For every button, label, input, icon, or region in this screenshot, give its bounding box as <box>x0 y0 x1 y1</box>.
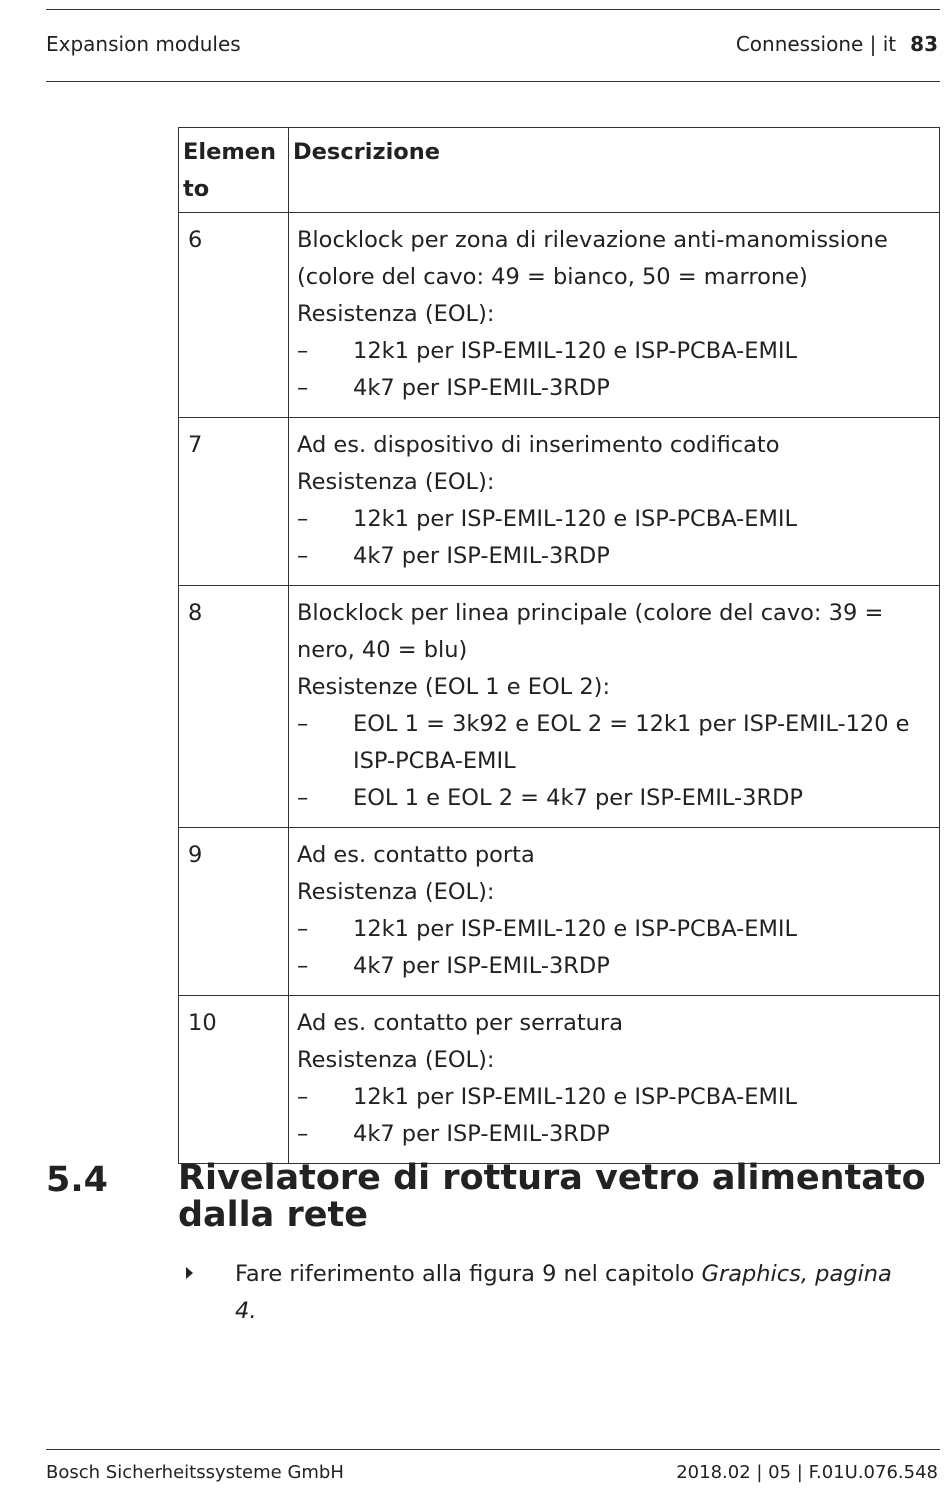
list-item-text: 12k1 per ISP-EMIL-120 e ISP-PCBA-EMIL <box>353 916 798 942</box>
description-line: Resistenza (EOL): <box>297 301 495 327</box>
description-line: Ad es. dispositivo di inserimento codificato <box>297 432 780 458</box>
section-number: 5.4 <box>46 1160 109 1200</box>
list-item <box>297 911 933 948</box>
list-item <box>297 1079 933 1116</box>
list-item-text: 4k7 per ISP-EMIL-3RDP <box>353 1121 610 1147</box>
instruction-step <box>178 1256 918 1330</box>
dash-bullet: – <box>297 1121 309 1147</box>
list-item <box>297 538 933 575</box>
footer-company: Bosch Sicherheitssysteme GmbH <box>46 1462 344 1483</box>
list-item <box>297 1116 933 1153</box>
list-item-text: 4k7 per ISP-EMIL-3RDP <box>353 543 610 569</box>
list-item <box>297 706 933 780</box>
header-section <box>736 32 938 56</box>
triangle-right-icon <box>178 1256 235 1330</box>
element-number: 8 <box>179 586 289 828</box>
description-line: Ad es. contatto per serratura <box>297 1010 623 1036</box>
description-line: Resistenza (EOL): <box>297 469 495 495</box>
element-number: 10 <box>179 996 289 1164</box>
header-top-rule <box>46 9 940 10</box>
list-item <box>297 948 933 985</box>
list-item-text: 12k1 per ISP-EMIL-120 e ISP-PCBA-EMIL <box>353 1084 798 1110</box>
element-number: 7 <box>179 418 289 586</box>
element-description-table <box>178 127 940 1164</box>
description-line: Resistenza (EOL): <box>297 1047 495 1073</box>
element-description <box>289 586 940 828</box>
description-line: Resistenza (EOL): <box>297 879 495 905</box>
dash-bullet: – <box>297 711 309 737</box>
element-number: 9 <box>179 828 289 996</box>
element-description <box>289 828 940 996</box>
list-item-text: 4k7 per ISP-EMIL-3RDP <box>353 375 610 401</box>
dash-bullet: – <box>297 543 309 569</box>
description-line: Ad es. contatto porta <box>297 842 535 868</box>
element-description <box>289 996 940 1164</box>
instruction-reference[interactable]: Graphics, pagina 4. <box>235 1261 892 1324</box>
description-line: Blocklock per zona di rilevazione anti-manomissione (colore del cavo: 49 = bianco, 50 = marrone) <box>297 227 888 290</box>
list-item-text: 12k1 per ISP-EMIL-120 e ISP-PCBA-EMIL <box>353 506 798 532</box>
description-line: Resistenze (EOL 1 e EOL 2): <box>297 674 611 700</box>
column-header-description: Descrizione <box>289 128 940 213</box>
element-description <box>289 213 940 418</box>
list-item <box>297 370 933 407</box>
header-section-label: Connessione | it <box>735 32 897 56</box>
dash-bullet: – <box>297 375 309 401</box>
list-item <box>297 780 933 817</box>
dash-bullet: – <box>297 506 309 532</box>
table-row <box>179 996 940 1164</box>
list-item-text: EOL 1 = 3k92 e EOL 2 = 12k1 per ISP-EMIL-120 e ISP-PCBA-EMIL <box>353 711 910 774</box>
dash-bullet: – <box>297 953 309 979</box>
table-row <box>179 213 940 418</box>
dash-bullet: – <box>297 338 309 364</box>
footer-rule <box>46 1449 940 1450</box>
header-bottom-rule <box>46 81 940 82</box>
list-item <box>297 501 933 538</box>
column-header-element: Elemento <box>179 128 289 213</box>
table-header-row <box>179 128 940 213</box>
instruction-text <box>235 1256 918 1330</box>
element-number: 6 <box>179 213 289 418</box>
element-description <box>289 418 940 586</box>
dash-bullet: – <box>297 916 309 942</box>
list-item-text: 4k7 per ISP-EMIL-3RDP <box>353 953 610 979</box>
list-item-text: EOL 1 e EOL 2 = 4k7 per ISP-EMIL-3RDP <box>353 785 803 811</box>
table-row <box>179 586 940 828</box>
table-row <box>179 828 940 996</box>
instruction-body: Fare riferimento alla figura 9 nel capitolo <box>235 1261 702 1287</box>
dash-bullet: – <box>297 1084 309 1110</box>
footer-doc-id: 2018.02 | 05 | F.01U.076.548 <box>676 1462 938 1483</box>
section-title: Rivelatore di rottura vetro alimentato dalla rete <box>178 1158 926 1235</box>
header-doc-title: Expansion modules <box>46 32 241 56</box>
description-line: Blocklock per linea principale (colore del cavo: 39 = nero, 40 = blu) <box>297 600 884 663</box>
list-item-text: 12k1 per ISP-EMIL-120 e ISP-PCBA-EMIL <box>353 338 798 364</box>
table-row <box>179 418 940 586</box>
page-number: 83 <box>910 32 938 56</box>
dash-bullet: – <box>297 785 309 811</box>
table-body <box>179 213 940 1164</box>
list-item <box>297 333 933 370</box>
